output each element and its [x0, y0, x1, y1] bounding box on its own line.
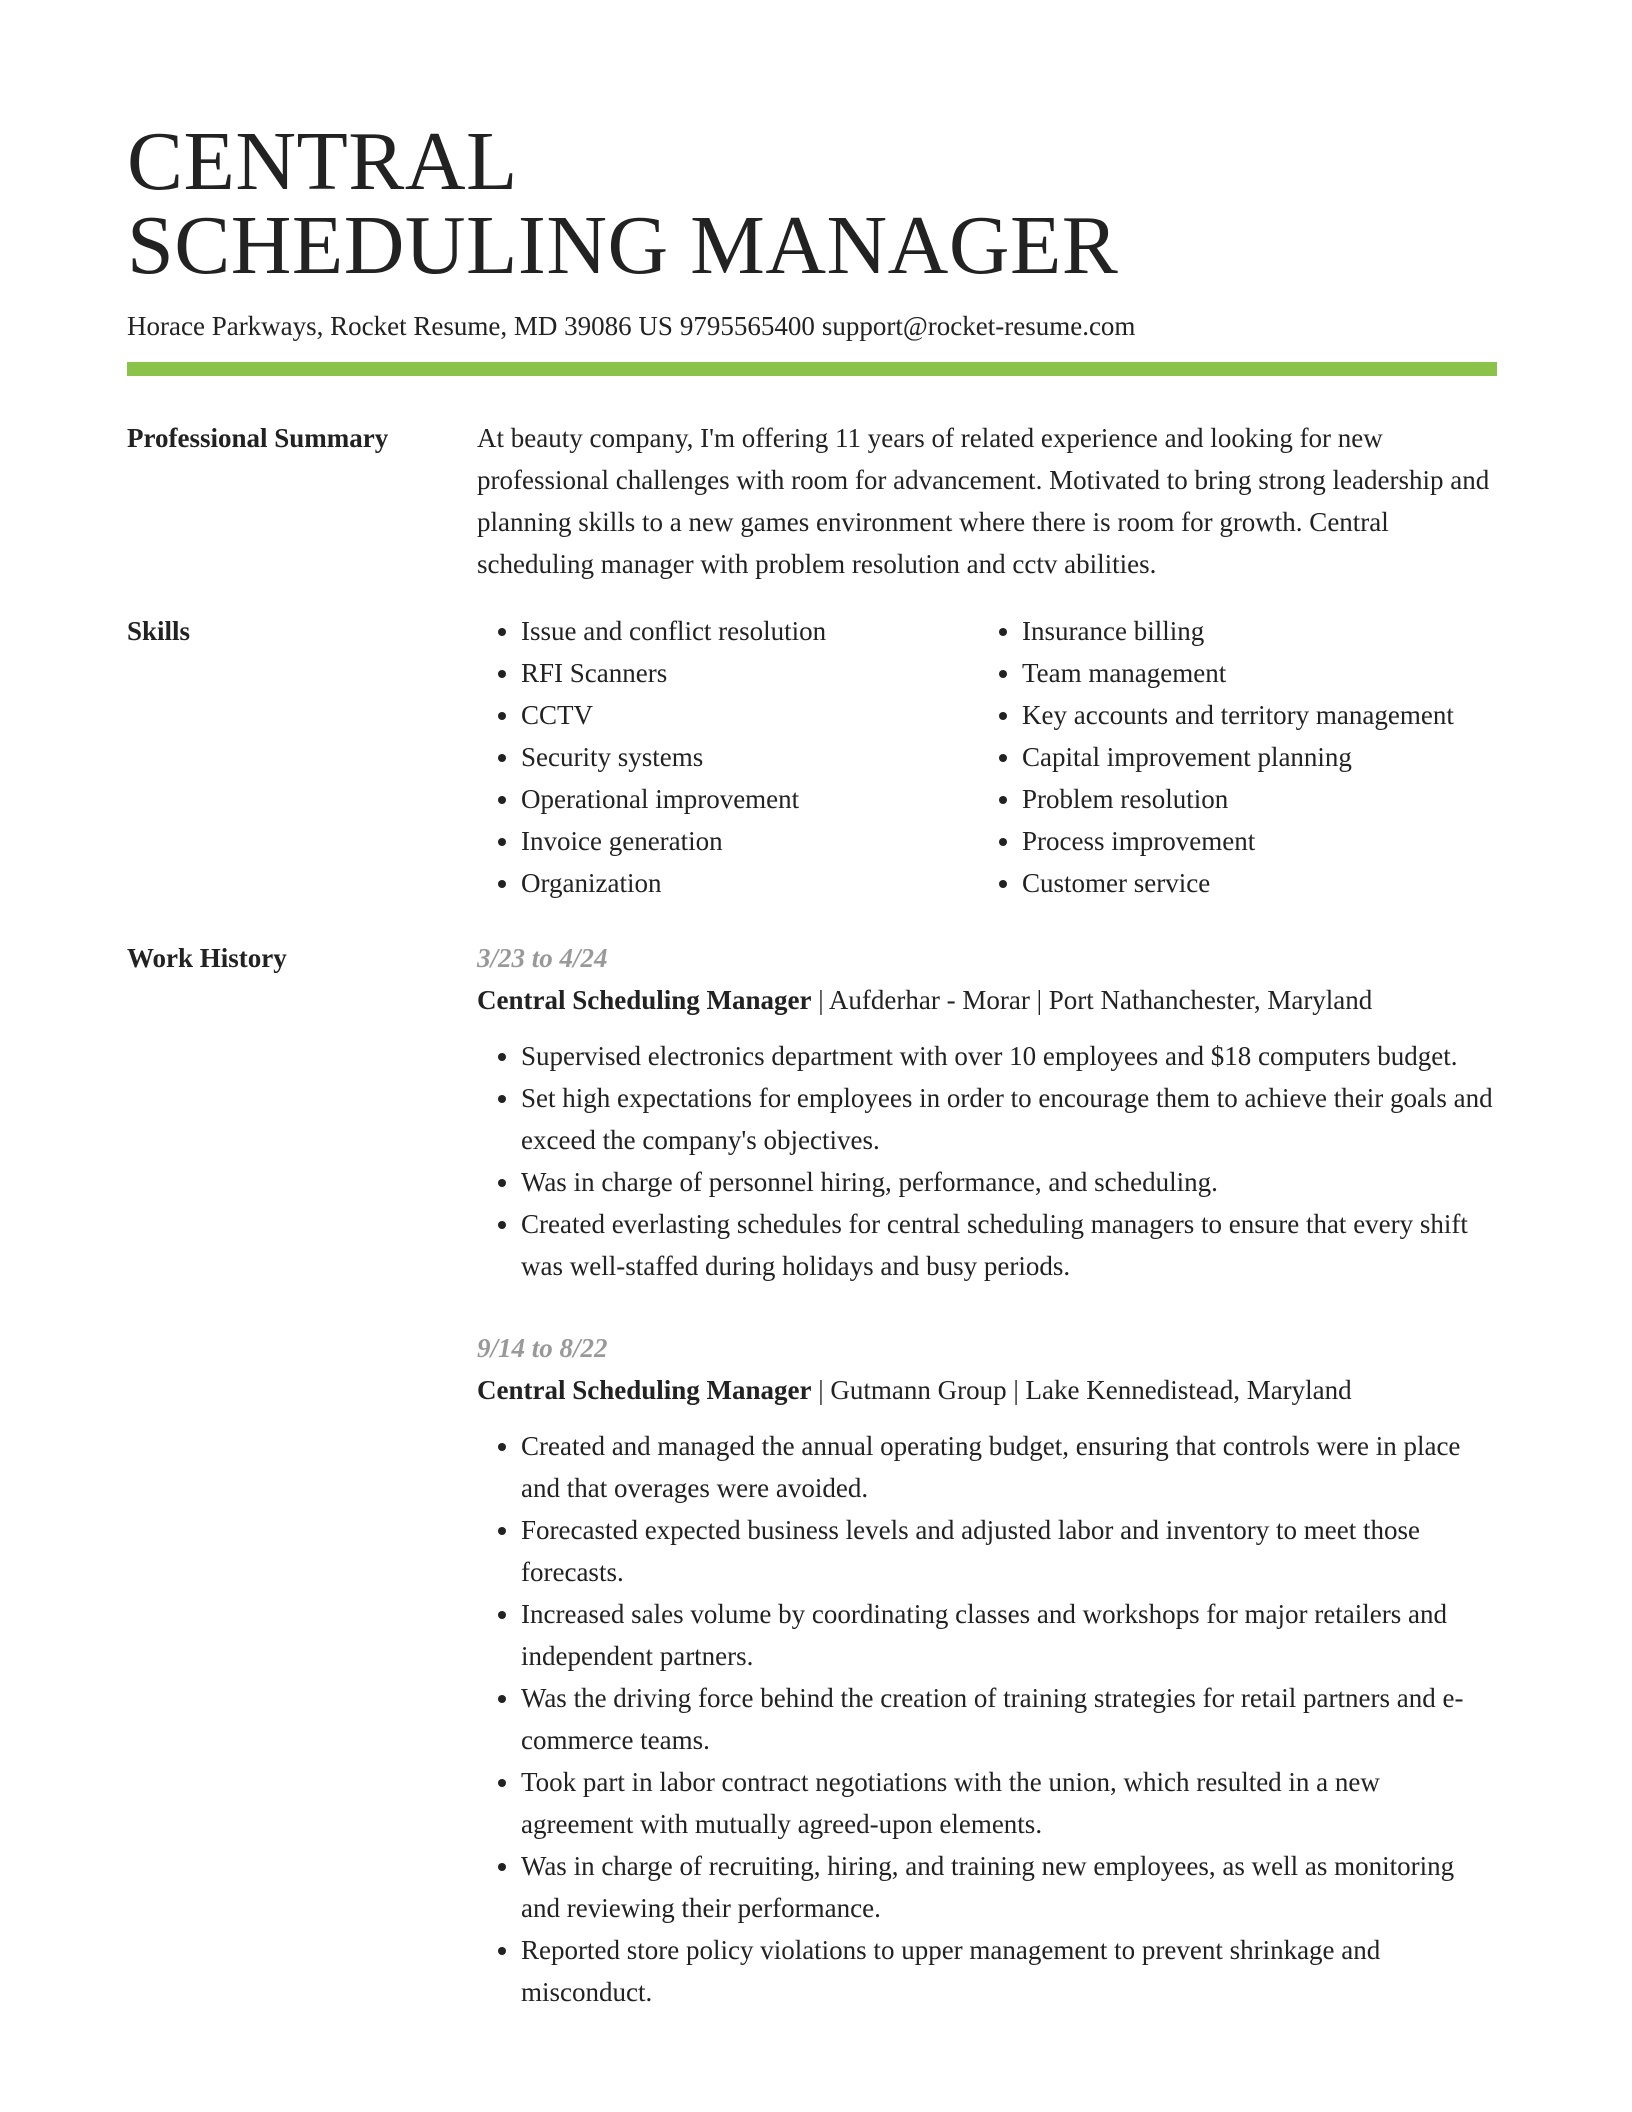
skill-item: • Capital improvement planning: [1022, 736, 1497, 778]
title-line-1: CENTRAL: [127, 115, 518, 208]
summary-text: At beauty company, I'm offering 11 years of related experience and looking for new professional challenges with room for advancement. Motivated to bring strong leadership and planning skills to a new games environment where there is room for growth. Central scheduling manager with problem resolution and cctv abilities.: [477, 423, 1490, 579]
job-heading: [477, 979, 1497, 1021]
skill-item: • Insurance billing: [1022, 610, 1497, 652]
job-bullet: • Reported store policy violations to upper management to prevent shrinkage and misconduct.: [521, 1929, 1497, 2013]
job-bullet: • Increased sales volume by coordinating classes and workshops for major retailers and independent partners.: [521, 1593, 1497, 1677]
job-bullet: • Set high expectations for employees in order to encourage them to achieve their goals and exceed the company's objectives.: [521, 1077, 1497, 1161]
job-bullets: [477, 1425, 1497, 2013]
skill-item: • Operational improvement: [521, 778, 978, 820]
job-dates: 9/14 to 8/22: [477, 1333, 608, 1363]
skill-item: • Team management: [1022, 652, 1497, 694]
contact-email[interactable]: support@rocket-resume.com: [821, 311, 1136, 341]
skills-list: [477, 610, 1497, 904]
skill-item: • Security systems: [521, 736, 978, 778]
job-bullets: [477, 1035, 1497, 1287]
skill-item: • Problem resolution: [1022, 778, 1497, 820]
accent-divider: [127, 362, 1497, 376]
skills-column-1: [477, 610, 978, 904]
job-company-location: | Aufderhar - Morar | Port Nathanchester, Maryland: [811, 985, 1373, 1015]
contact-phone: 9795565400: [679, 311, 815, 341]
job-bullet: • Created and managed the annual operating budget, ensuring that controls were in place and that overages were avoided.: [521, 1425, 1497, 1509]
job-title: Central Scheduling Manager: [477, 985, 812, 1015]
section-label-work-history: Work History: [127, 943, 287, 973]
skill-item: • Process improvement: [1022, 820, 1497, 862]
section-work-history: [127, 942, 1497, 2013]
job-heading: [477, 1369, 1497, 1411]
job-bullet: • Was the driving force behind the creation of training strategies for retail partners and e-commerce teams.: [521, 1677, 1497, 1761]
skill-item: • Organization: [521, 862, 978, 904]
contact-line: [127, 310, 1497, 342]
skill-item: • CCTV: [521, 694, 978, 736]
job-entry: [477, 937, 1497, 1287]
skill-item: • RFI Scanners: [521, 652, 978, 694]
work-history-body: [477, 937, 1497, 2013]
section-label-summary: Professional Summary: [127, 423, 389, 453]
contact-address: Horace Parkways, Rocket Resume, MD 39086 US: [127, 311, 673, 341]
section-professional-summary: [127, 422, 1497, 585]
resume-title: [127, 115, 1497, 292]
job-title: Central Scheduling Manager: [477, 1375, 812, 1405]
section-body-summary: [477, 417, 1497, 585]
job-dates: 3/23 to 4/24: [477, 943, 608, 973]
title-line-2: SCHEDULING MANAGER: [127, 199, 1119, 292]
resume-page: [127, 115, 1497, 2013]
skill-item: • Key accounts and territory management: [1022, 694, 1497, 736]
section-label-skills: Skills: [127, 616, 191, 646]
skill-item: • Issue and conflict resolution: [521, 610, 978, 652]
job-bullet: • Was in charge of recruiting, hiring, and training new employees, as well as monitoring and reviewing their performance.: [521, 1845, 1497, 1929]
skill-item: • Invoice generation: [521, 820, 978, 862]
job-bullet: • Was in charge of personnel hiring, performance, and scheduling.: [521, 1161, 1497, 1203]
skills-column-2: [978, 610, 1497, 904]
job-bullet: • Created everlasting schedules for central scheduling managers to ensure that every shift was well-staffed during holidays and busy periods.: [521, 1203, 1497, 1287]
job-bullet: • Took part in labor contract negotiations with the union, which resulted in a new agreement with mutually agreed-upon elements.: [521, 1761, 1497, 1845]
job-entry: [477, 1327, 1497, 2013]
skill-item: • Customer service: [1022, 862, 1497, 904]
job-bullet: • Supervised electronics department with over 10 employees and $18 computers budget.: [521, 1035, 1497, 1077]
job-company-location: | Gutmann Group | Lake Kennedistead, Maryland: [811, 1375, 1352, 1405]
job-bullet: • Forecasted expected business levels and adjusted labor and inventory to meet those forecasts.: [521, 1509, 1497, 1593]
section-skills: [127, 615, 1497, 904]
